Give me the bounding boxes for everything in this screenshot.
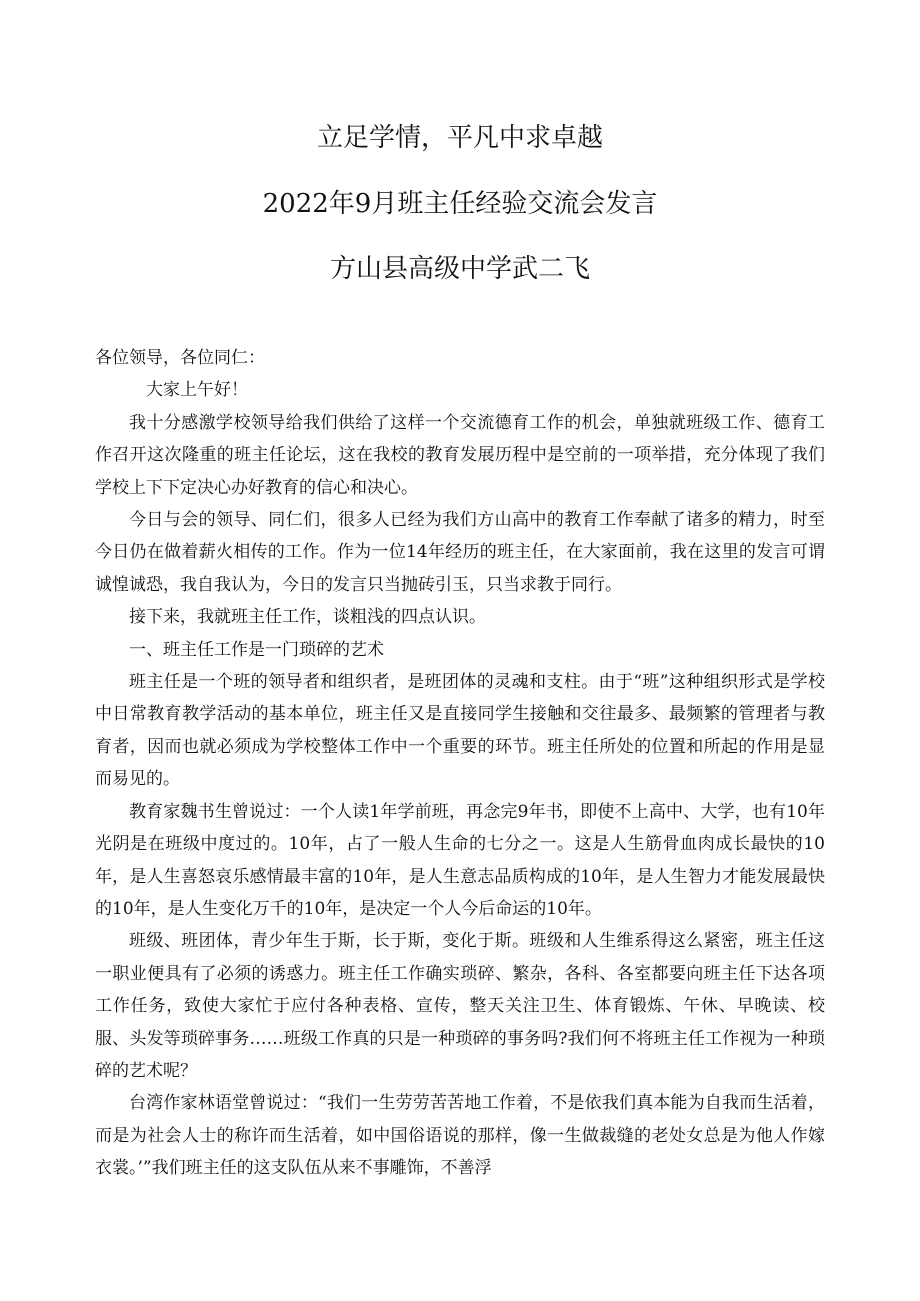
speech-body (95, 342, 825, 1185)
paragraph: 班级、班团体，青少年生于斯，长于斯，变化于斯。班级和人生维系得这么紧密，班主任这一职业便具有了必须的诱惑力。班主任工作确实琐碎、繁杂，各科、各室都要向班主任下达各项工作任务，致使大家忙于应付各种表格、宣传，整天关注卫生、体育锻炼、午休、早晚读、校服、头发等琐碎事务……班级工作真的只是一种琐碎的事务吗?我们何不将班主任工作视为一种琐碎的艺术呢？ (95, 931, 825, 1081)
greeting: 大家上午好！ (146, 380, 248, 401)
paragraph: 今日与会的领导、同仁们，很多人已经为我们方山高中的教育工作奉献了诸多的精力，时至今日仍在做着薪火相传的工作。作为一位14年经历的班主任，在大家面前，我在这里的发言可谓诚惶诚恐，我自我认为，今日的发言只当抛砖引玉，只当求教于同行。 (95, 510, 825, 595)
subtitle-author: 方山县高级中学武二飞 (329, 254, 590, 284)
subtitle-event: 2022年9月班主任经验交流会发言 (262, 189, 658, 219)
paragraph: 台湾作家林语堂曾说过：“我们一生劳劳苦苦地工作着，不是依我们真本能为自我而生活着，而是为社会人士的称许而生活着，如中国俗语说的那样，像一生做裁缝的老处女总是为他人作嫁衣裳。’”我们班主任的这支队伍从来不事雕饰，不善浮 (95, 1093, 825, 1179)
paragraph: 班主任是一个班的领导者和组织者，是班团体的灵魂和支柱。由于“班”这种组织形式是学校中日常教育教学活动的基本单位，班主任又是直接同学生接触和交往最多、最频繁的管理者与教育者，因而也就必须成为学校整体工作中一个重要的环节。班主任所处的位置和所起的作用是显而易见的。 (95, 672, 825, 790)
paragraph: 我十分感激学校领导给我们供给了这样一个交流德育工作的机会，单独就班级工作、德育工作召开这次隆重的班主任论坛，这在我校的教育发展历程中是空前的一项举措，充分体现了我们学校上下下定决心办好教育的信心和决心。 (95, 412, 825, 498)
section-heading: 一、班主任工作是一门琐碎的艺术 (129, 639, 384, 660)
salutation: 各位领导，各位同仁： (95, 348, 265, 368)
paragraph: 接下来，我就班主任工作，谈粗浅的四点认识。 (129, 607, 486, 628)
paragraph: 教育家魏书生曾说过：一个人读1年学前班，再念完9年书，即使不上高中、大学，也有10年光阴是在班级中度过的。10年，占了一般人生命的七分之一。这是人生筋骨血肉成长最快的10年，是人生喜怒哀乐感情最丰富的10年，是人生意志品质构成的10年，是人生智力才能发展最快的10年，是人生变化万千的10年，是决定一个人今后命运的10年。 (95, 801, 825, 919)
main-title: 立足学情，平凡中求卓越 (316, 123, 603, 153)
